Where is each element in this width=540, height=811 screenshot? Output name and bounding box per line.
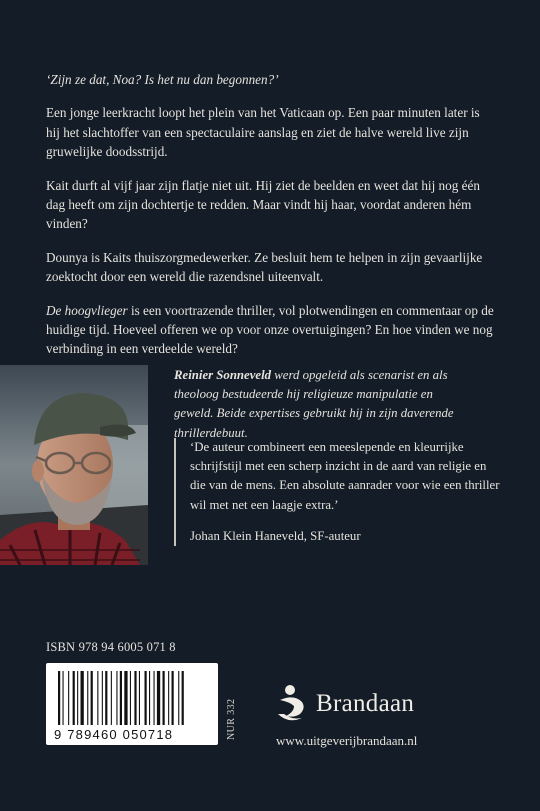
review-quote-block bbox=[174, 438, 500, 546]
opening-quote: ‘Zijn ze dat, Noa? Is het nu dan begonnen?’ bbox=[46, 72, 279, 87]
blurb-paragraph-2: Kait durft al vijf jaar zijn flatje niet uit. Hij ziet de beelden en weet dat hij nog één dag heeft om zijn dochtertje te redden. Maar vindt hij haar, voordat anderen hém vinden? bbox=[46, 177, 480, 232]
review-attribution: Johan Klein Haneveld, SF-auteur bbox=[190, 528, 361, 543]
author-name: Reinier Sonneveld bbox=[174, 368, 272, 382]
blurb-paragraph-4 bbox=[46, 301, 496, 359]
review-quote: ‘De auteur combineert een meeslepende en kleurrijke schrijfstijl met een scherp inzicht in de aard van religie en die van de mens. Een absolute aanrader voor wie een thriller wil met net een laagje extra.’ bbox=[190, 440, 500, 512]
publisher-bird-icon bbox=[276, 684, 308, 724]
nur-code: NUR 332 bbox=[226, 698, 237, 740]
publisher-name: Brandaan bbox=[316, 690, 415, 717]
publisher-logo bbox=[276, 684, 414, 724]
isbn: ISBN 978 94 6005 071 8 bbox=[46, 640, 176, 654]
publisher-website[interactable]: www.uitgeverijbrandaan.nl bbox=[276, 733, 418, 748]
author-portrait-illustration bbox=[0, 365, 148, 565]
blurb-paragraph-4-text: is een voortrazende thriller, vol plotwendingen en commentaar op de huidige tijd. Hoeveel offeren we op voor onze overtuigingen? En hoe vinden we nog verbinding in een verdeelde wereld? bbox=[46, 302, 494, 357]
author-photo bbox=[0, 365, 148, 565]
book-title: De hoogvlieger bbox=[46, 302, 128, 318]
blurb-paragraph-3: Dounya is Kaits thuiszorgmedewerker. Ze besluit hem te helpen in zijn gevaarlijke zoektocht door een wereld die razendsnel uiteenvalt. bbox=[46, 249, 483, 285]
author-bio-text: werd opgeleid als scenarist en als theoloog bestudeerde hij religieuze manipulatie en geweld. Beide expertises gebruikt hij in zijn daverende thrillerdebuut. bbox=[174, 368, 454, 440]
barcode-digits: 9 789460 050718 bbox=[54, 727, 174, 742]
barcode bbox=[46, 663, 218, 745]
back-cover-blurb bbox=[46, 70, 496, 373]
author-bio bbox=[174, 366, 474, 443]
blurb-paragraph-1: Een jonge leerkracht loopt het plein van het Vaticaan op. Een paar minuten later is hij het slachtoffer van een spectaculaire aanslag en ziet de halve wereld live zijn gruwelijke doodsstrijd. bbox=[46, 105, 480, 160]
